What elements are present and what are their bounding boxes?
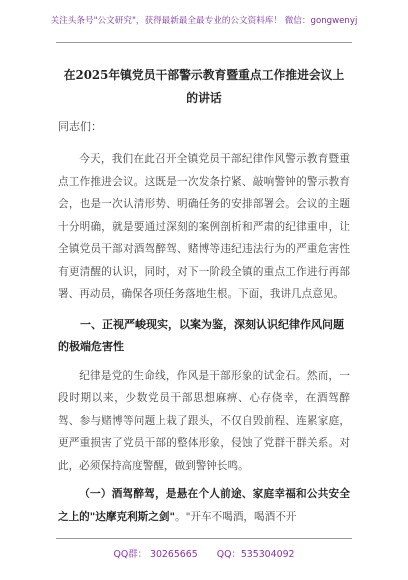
salutation: 同志们： — [58, 120, 102, 133]
header-banner: 关注头条号"公文研究"，获得最新最全最专业的公文资料库！ 微信：gongwenyj — [50, 16, 358, 26]
subsection-1-heading: （一）酒驾醉驾，是悬在个人前途、家庭幸福和公共安全之上的"达摩克利斯之剑" — [58, 488, 350, 523]
document-page — [58, 64, 350, 528]
footer-qq: QQ：535304092 — [216, 549, 295, 560]
subsection-1 — [58, 483, 350, 528]
footer-divider — [56, 538, 352, 539]
footer-contact — [0, 546, 408, 560]
subsection-1-text: 。"开车不喝酒，喝酒不开 — [174, 510, 297, 523]
footer-qq-group: QQ群： 30265665 — [113, 549, 198, 560]
header-divider — [56, 42, 352, 43]
section-heading-1: 一、正视严峻现实，以案为鉴，深刻认识纪律作风问题的极端危害性 — [58, 317, 344, 353]
document-title: 在2025年镇党员干部警示教育暨重点工作推进会议上的讲话 — [63, 68, 345, 105]
section-1-paragraph: 纪律是党的生命线，作风是干部形象的试金石。然而，一段时期以来，少数党员干部思想麻痹、心存侥幸，在酒驾醉驾、参与赌博等问题上栽了跟头，不仅自毁前程、连累家庭，更严重损害了党员干部的整体形象，侵蚀了党群干群关系。对此，必须保持高度警醒，做到警钟长鸣。 — [58, 369, 350, 472]
opening-paragraph: 今天，我们在此召开全镇党员干部纪律作风警示教育暨重点工作推进会议。这既是一次发条拧紧、敲响警钟的警示教育会，也是一次认清形势、明确任务的安排部署会。会议的主题十分明确，就是要通过深刻的案例剖析和严肃的纪律重申，让全镇党员干部对酒驾醉驾、赌博等违纪违法行为的严重危害性有更清醒的认识，同时，对下一阶段全镇的重点工作进行再部署、再动员，确保各项任务落地生根。下面，我讲几点意见。 — [58, 153, 350, 300]
